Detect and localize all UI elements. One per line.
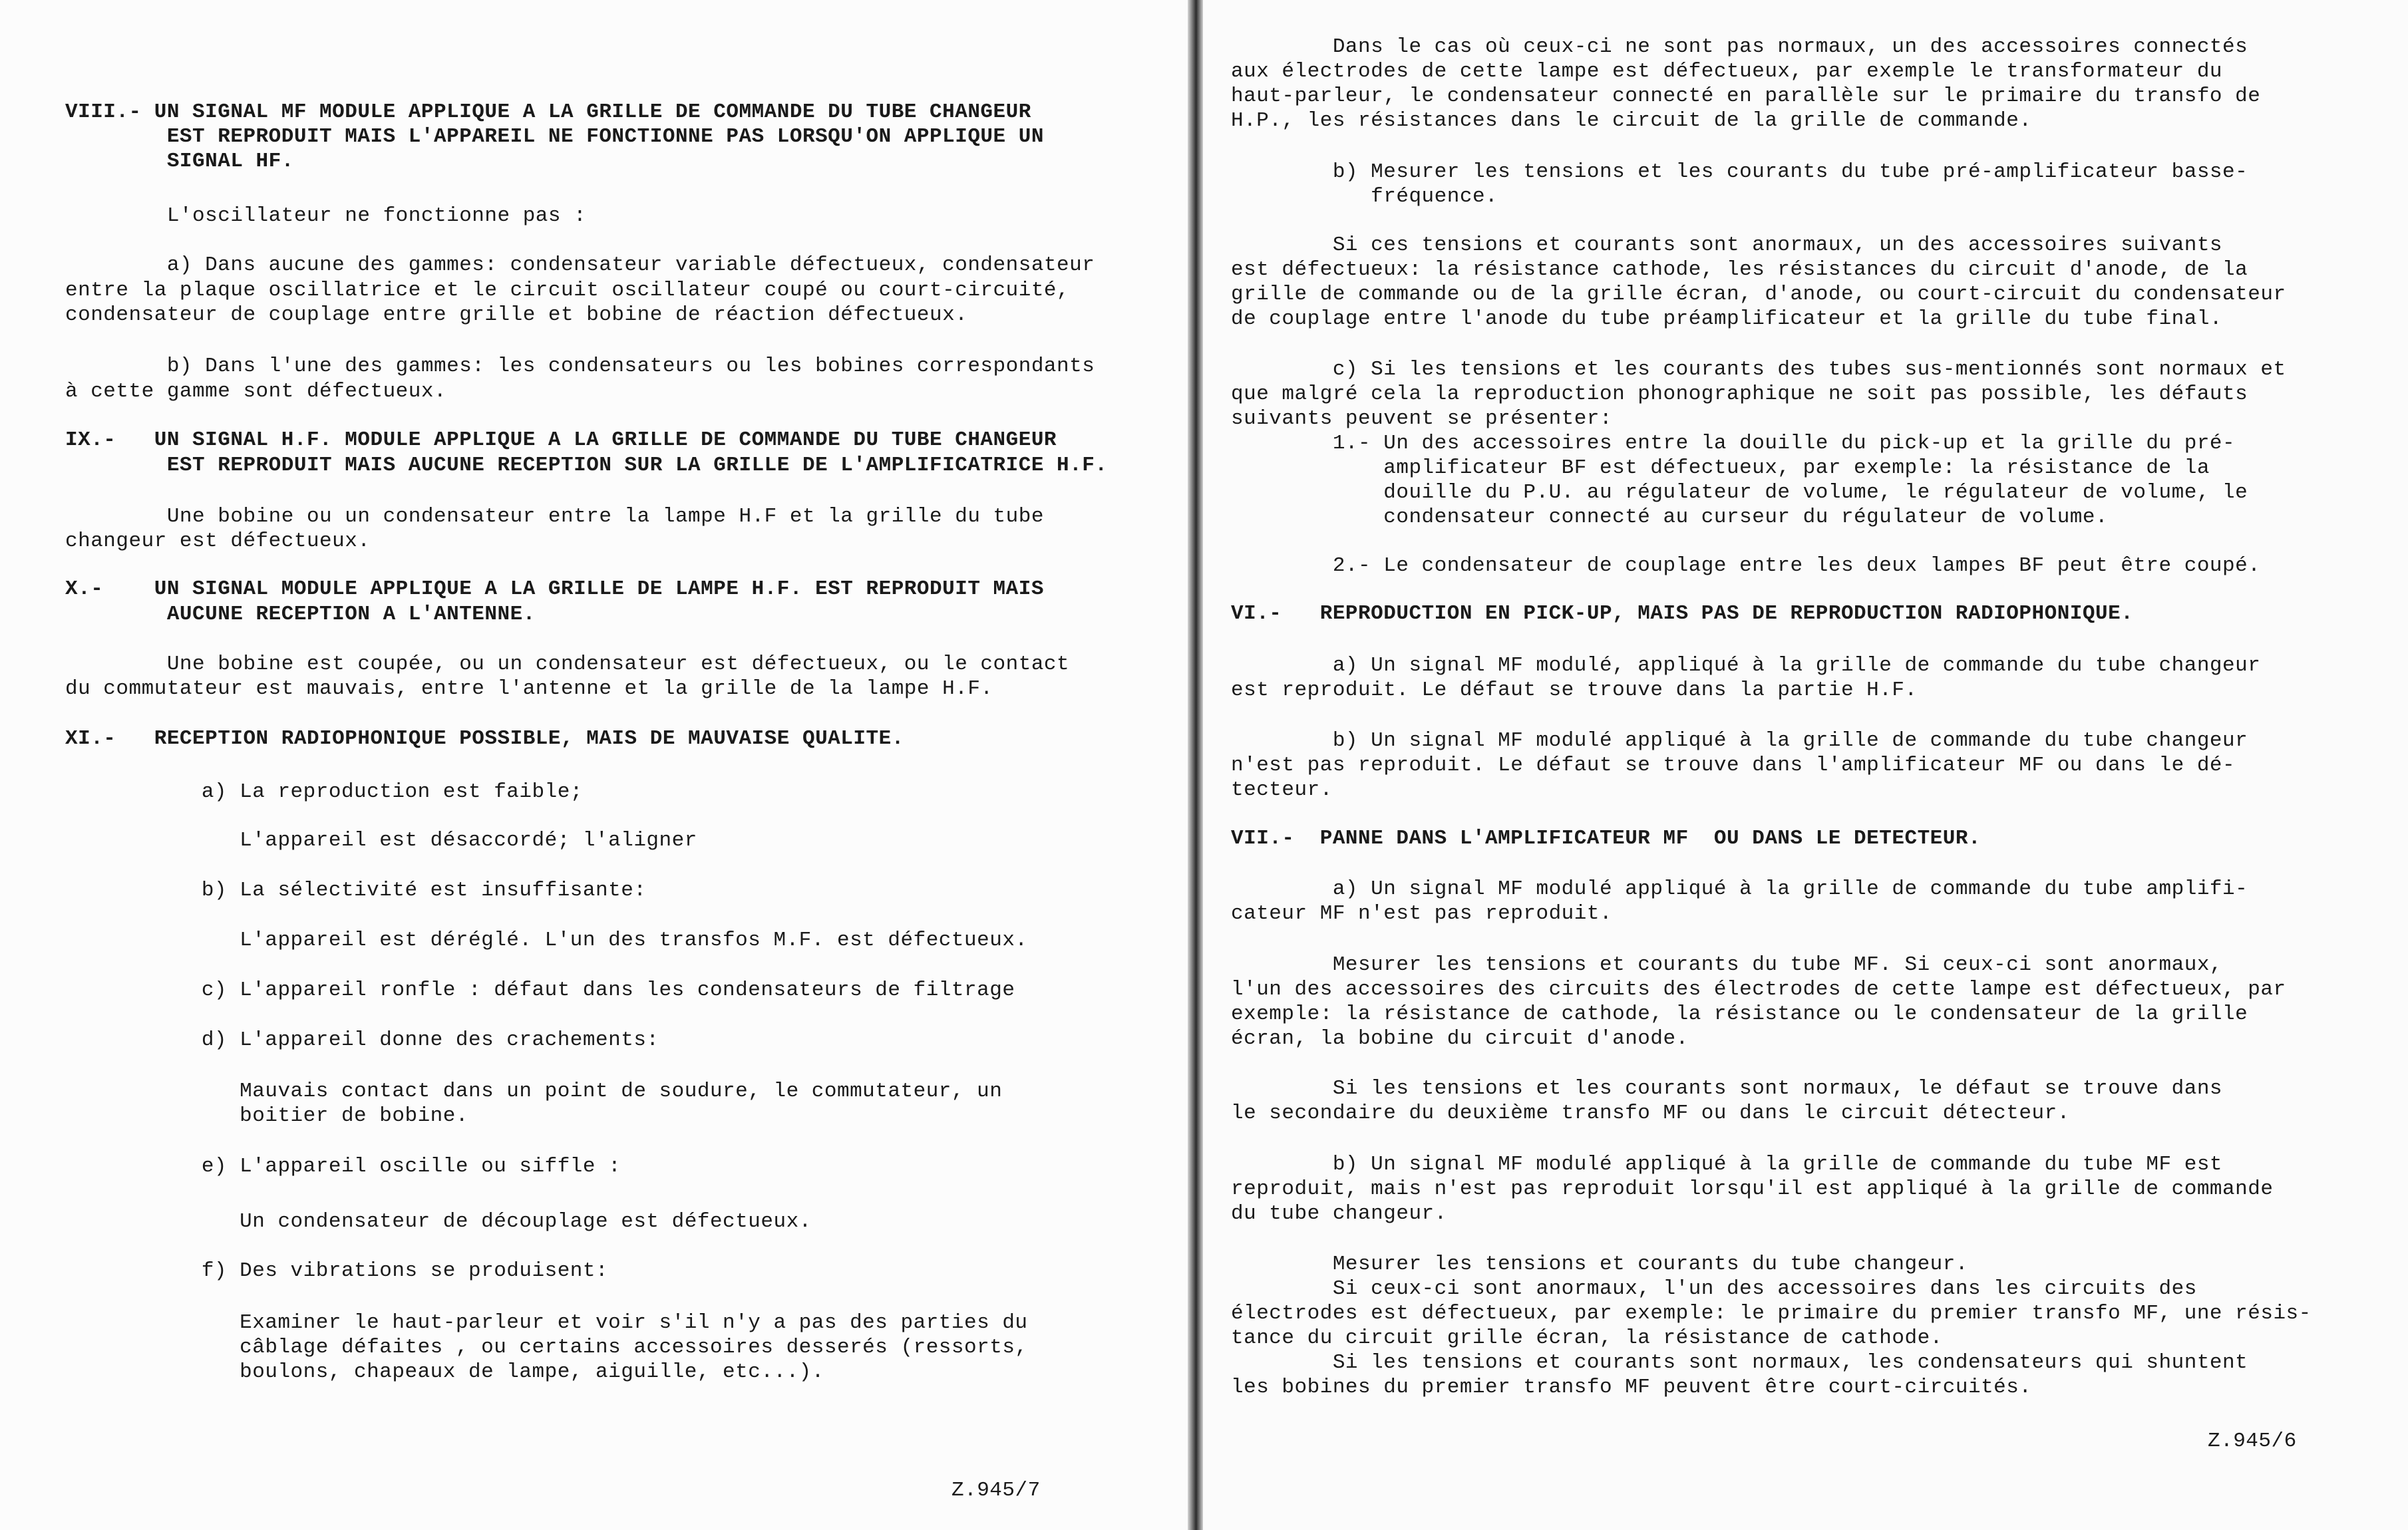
text-line: L'appareil est désaccordé; l'aligner xyxy=(100,829,697,852)
heading-vii: VII.- PANNE DANS L'AMPLIFICATEUR MF OU DANS LE DETECTEUR. xyxy=(1231,827,1981,850)
text-line: Si les tensions et courants sont normaux, les condensateurs qui shuntent xyxy=(1231,1351,2248,1374)
text-line: Une bobine est coupée, ou un condensateur est défectueux, ou le contact xyxy=(65,653,1070,676)
text-line: boulons, chapeaux de lampe, aiguille, etc...). xyxy=(100,1360,824,1384)
text-line: Si ceux-ci sont anormaux, l'un des accessoires dans les circuits des xyxy=(1231,1277,2197,1300)
text-line: Mauvais contact dans un point de soudure, le commutateur, un xyxy=(100,1080,1003,1103)
text-line: n'est pas reproduit. Le défaut se trouve dans l'amplificateur MF ou dans le dé- xyxy=(1231,754,2236,777)
text-line: Un condensateur de découplage est défectueux. xyxy=(100,1210,812,1233)
text-line: cateur MF n'est pas reproduit. xyxy=(1231,902,1613,925)
text-line: Dans le cas où ceux-ci ne sont pas normaux, un des accessoires connectés xyxy=(1231,35,2248,59)
text-line: tecteur. xyxy=(1231,778,1333,802)
text-line: est défectueux: la résistance cathode, les résistances du circuit d'anode, de la xyxy=(1231,258,2248,281)
text-line: changeur est défectueux. xyxy=(65,530,371,553)
text-line: entre la plaque oscillatrice et le circuit oscillateur coupé ou court-circuité, xyxy=(65,279,1070,302)
text-line: du tube changeur. xyxy=(1231,1202,1447,1225)
text-line: a) Un signal MF modulé appliqué à la grille de commande du tube amplifi- xyxy=(1231,877,2248,901)
text-line: est reproduit. Le défaut se trouve dans la partie H.F. xyxy=(1231,679,1918,702)
text-line: b) Mesurer les tensions et les courants du tube pré-amplificateur basse- xyxy=(1231,160,2248,184)
page-folio: Z.945/6 xyxy=(2208,1430,2297,1453)
text-line: f) Des vibrations se produisent: xyxy=(100,1259,609,1283)
text-line: a) Un signal MF modulé, appliqué à la grille de commande du tube changeur xyxy=(1231,654,2261,677)
text-line: b) Un signal MF modulé appliqué à la grille de commande du tube MF est xyxy=(1231,1153,2223,1176)
text-line: boitier de bobine. xyxy=(100,1104,468,1128)
text-line: du commutateur est mauvais, entre l'antenne et la grille de la lampe H.F. xyxy=(65,677,993,700)
right-page xyxy=(1203,0,2408,1530)
book-gutter xyxy=(1188,0,1203,1530)
text-line: électrodes est défectueux, par exemple: le primaire du premier transfo MF, une résis- xyxy=(1231,1302,2312,1325)
text-line: à cette gamme sont défectueux. xyxy=(65,380,447,403)
text-line: Examiner le haut-parleur et voir s'il n'y a pas des parties du xyxy=(100,1311,1028,1334)
text-line: condensateur de couplage entre grille et bobine de réaction défectueux. xyxy=(65,303,968,327)
text-line: L'oscillateur ne fonctionne pas : xyxy=(65,204,587,228)
text-line: b) Un signal MF modulé appliqué à la grille de commande du tube changeur xyxy=(1231,729,2248,752)
heading-ix: IX.- UN SIGNAL H.F. MODULE APPLIQUE A LA GRILLE DE COMMANDE DU TUBE CHANGEUR xyxy=(65,428,1057,452)
text-line: amplificateur BF est défectueux, par exemple: la résistance de la xyxy=(1231,456,2210,480)
text-line: condensateur connecté au curseur du régulateur de volume. xyxy=(1231,506,2109,529)
text-line: les bobines du premier transfo MF peuvent être court-circuités. xyxy=(1231,1376,2032,1399)
heading-viii-cont: SIGNAL HF. xyxy=(65,150,294,173)
text-line: L'appareil est déréglé. L'un des transfos M.F. est défectueux. xyxy=(100,929,1028,952)
text-line: Une bobine ou un condensateur entre la lampe H.F et la grille du tube xyxy=(65,505,1044,528)
page-folio: Z.945/7 xyxy=(951,1479,1041,1502)
text-line: Mesurer les tensions et courants du tube MF. Si ceux-ci sont anormaux, xyxy=(1231,953,2223,977)
text-line: exemple: la résistance de cathode, la résistance ou le condensateur de la grille xyxy=(1231,1002,2248,1026)
left-page xyxy=(0,0,1188,1530)
text-line: reproduit, mais n'est pas reproduit lorsqu'il est appliqué à la grille de commande xyxy=(1231,1177,2274,1201)
text-line: c) Si les tensions et les courants des tubes sus-mentionnés sont normaux et xyxy=(1231,358,2286,381)
text-line: Mesurer les tensions et courants du tube changeur. xyxy=(1231,1253,1968,1276)
text-line: aux électrodes de cette lampe est défectueux, par exemple le transformateur du xyxy=(1231,60,2223,83)
heading-vi: VI.- REPRODUCTION EN PICK-UP, MAIS PAS DE REPRODUCTION RADIOPHONIQUE. xyxy=(1231,602,2134,625)
heading-ix-cont: EST REPRODUIT MAIS AUCUNE RECEPTION SUR LA GRILLE DE L'AMPLIFICATRICE H.F. xyxy=(65,454,1108,477)
text-line: Si les tensions et les courants sont normaux, le défaut se trouve dans xyxy=(1231,1077,2223,1100)
text-line: le secondaire du deuxième transfo MF ou dans le circuit détecteur. xyxy=(1231,1102,2070,1125)
text-line: grille de commande ou de la grille écran, d'anode, ou court-circuit du condensateur xyxy=(1231,283,2286,306)
heading-x-cont: AUCUNE RECEPTION A L'ANTENNE. xyxy=(65,603,536,626)
text-line: écran, la bobine du circuit d'anode. xyxy=(1231,1027,1689,1050)
text-line: Si ces tensions et courants sont anormaux, un des accessoires suivants xyxy=(1231,233,2223,257)
text-line: tance du circuit grille écran, la résistance de cathode. xyxy=(1231,1326,1943,1350)
text-line: suivants peuvent se présenter: xyxy=(1231,407,1613,430)
text-line: 2.- Le condensateur de couplage entre les deux lampes BF peut être coupé. xyxy=(1231,554,2261,577)
text-line: de couplage entre l'anode du tube préamplificateur et la grille du tube final. xyxy=(1231,307,2223,331)
text-line: b) Dans l'une des gammes: les condensateurs ou les bobines correspondants xyxy=(65,355,1095,378)
text-line: haut-parleur, le condensateur connecté en parallèle sur le primaire du transfo de xyxy=(1231,84,2261,108)
text-line: l'un des accessoires des circuits des électrodes de cette lampe est défectueux, par xyxy=(1231,978,2286,1001)
heading-viii-cont: EST REPRODUIT MAIS L'APPAREIL NE FONCTIONNE PAS LORSQU'ON APPLIQUE UN xyxy=(65,125,1044,148)
text-line: fréquence. xyxy=(1231,185,1498,208)
text-line: douille du P.U. au régulateur de volume, le régulateur de volume, le xyxy=(1231,481,2248,504)
text-line: a) Dans aucune des gammes: condensateur variable défectueux, condensateur xyxy=(65,253,1095,277)
heading-viii: VIII.- UN SIGNAL MF MODULE APPLIQUE A LA GRILLE DE COMMANDE DU TUBE CHANGEUR xyxy=(65,100,1031,124)
heading-x: X.- UN SIGNAL MODULE APPLIQUE A LA GRILLE DE LAMPE H.F. EST REPRODUIT MAIS xyxy=(65,577,1044,601)
heading-xi: XI.- RECEPTION RADIOPHONIQUE POSSIBLE, MAIS DE MAUVAISE QUALITE. xyxy=(65,727,904,750)
text-line: d) L'appareil donne des crachements: xyxy=(100,1028,659,1052)
text-line: H.P., les résistances dans le circuit de la grille de commande. xyxy=(1231,109,2032,132)
text-line: que malgré cela la reproduction phonographique ne soit pas possible, les défauts xyxy=(1231,382,2248,406)
text-line: 1.- Un des accessoires entre la douille du pick-up et la grille du pré- xyxy=(1231,432,2236,455)
text-line: e) L'appareil oscille ou siffle : xyxy=(100,1155,621,1178)
text-line: c) L'appareil ronfle : défaut dans les condensateurs de filtrage xyxy=(100,979,1015,1002)
text-line: câblage défaites , ou certains accessoires desserés (ressorts, xyxy=(100,1336,1028,1359)
text-line: b) La sélectivité est insuffisante: xyxy=(100,879,647,902)
text-line: a) La reproduction est faible; xyxy=(100,780,583,804)
